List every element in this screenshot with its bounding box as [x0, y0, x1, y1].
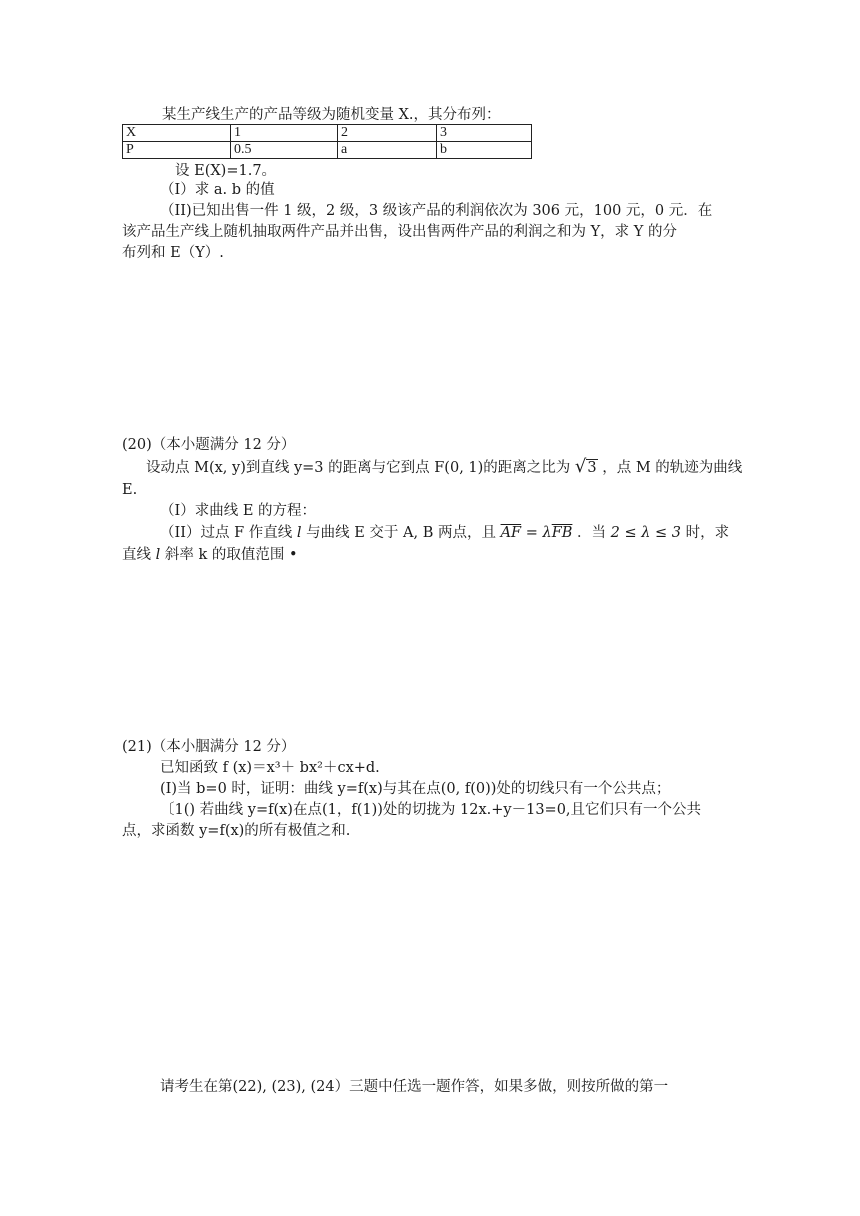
- q20-part2: [160, 524, 729, 542]
- q20-part1: （I）求曲线 E 的方程：: [160, 503, 317, 519]
- q20-stem-text-b: ，点 M 的轨迹为曲线: [602, 460, 743, 476]
- q20-line2-text: 直线: [122, 547, 151, 563]
- q20-part2-line2: [122, 546, 298, 564]
- footer-instruction: 请考生在第(22), (23), (24）三题中任选一题作答，如果多做，则按所做的第一: [160, 1079, 669, 1095]
- q20-stem-text: 设动点 M(x, y)到直线 y=3 的距离与它到点 F(0, 1)的距离之比为: [146, 460, 571, 476]
- table-row: [123, 142, 532, 159]
- table-cell: b: [437, 142, 532, 159]
- vector-fb: $\overline{FB}$: [551, 525, 573, 541]
- q19-intro: 某生产线生产的产品等级为随机变量 X.，其分布列：: [162, 107, 501, 123]
- q19-part1: （I）求 a. b 的值: [160, 182, 275, 198]
- table-cell: 1: [231, 125, 338, 142]
- sqrt-radicand: 3: [587, 460, 597, 476]
- q19-part2-line1: （II)已知出售一件 1 级，2 级，3 级该产品的利润依次为 306 元，100 元，0 元．在: [160, 203, 713, 219]
- q19-given: 设 E(X)=1.7。: [175, 163, 277, 179]
- table-row: [123, 125, 532, 142]
- q20-part2-text-d: 时，求: [685, 525, 730, 541]
- q21-part2-line2: 点，求函数 y=f(x)的所有极值之和.: [122, 823, 351, 839]
- vector-equals: = λ: [521, 525, 552, 541]
- q20-line2-text-b: 斜率 k 的取值范围 •: [164, 547, 298, 563]
- q21-function: 已知函致 f (x)＝x³＋ bx²＋cx+d.: [160, 760, 380, 776]
- table-cell: a: [338, 142, 437, 159]
- q19-part2-line2: 该产品生产线上随机抽取两件产品并出售，设出售两件产品的利润之和为 Y，求 Y 的分: [122, 224, 677, 240]
- q20-stem: [146, 458, 742, 477]
- q21-part1: (I)当 b=0 时，证明：曲线 y=f(x)与其在点(0, f(0))处的切线只有一个公共点；: [160, 781, 671, 797]
- vector-af: $\overline{AF}$: [500, 525, 522, 541]
- table-cell: P: [123, 142, 231, 159]
- table-cell: 3: [437, 125, 532, 142]
- table-cell: 0.5: [231, 142, 338, 159]
- lambda-range: 2 ≤ λ ≤ 3: [610, 525, 682, 541]
- q21-header: (21)（本小胭满分 12 分）: [122, 739, 296, 755]
- q20-part2-text-c: ．当: [577, 525, 607, 541]
- q21-part2-line1: 〔1() 若曲线 y=f(x)在点(1，f(1))处的切拢为 12x.+y－13=0,且它们只有一个公共: [160, 802, 702, 818]
- sqrt-expression: √3: [574, 456, 597, 477]
- q20-part2-text-b: 与曲线 E 交于 A, B 两点，且: [306, 525, 496, 541]
- distribution-table: [122, 124, 532, 159]
- line-symbol: l: [296, 525, 302, 541]
- q20-header: (20)（本小题满分 12 分）: [122, 437, 296, 453]
- table-cell: X: [123, 125, 231, 142]
- q19-part2-line3: 布列和 E（Y）.: [122, 245, 224, 261]
- table-cell: 2: [338, 125, 437, 142]
- q20-part2-text: （II）过点 F 作直线: [160, 525, 293, 541]
- q20-stem-line2: E.: [122, 482, 138, 498]
- line-symbol: l: [155, 547, 161, 563]
